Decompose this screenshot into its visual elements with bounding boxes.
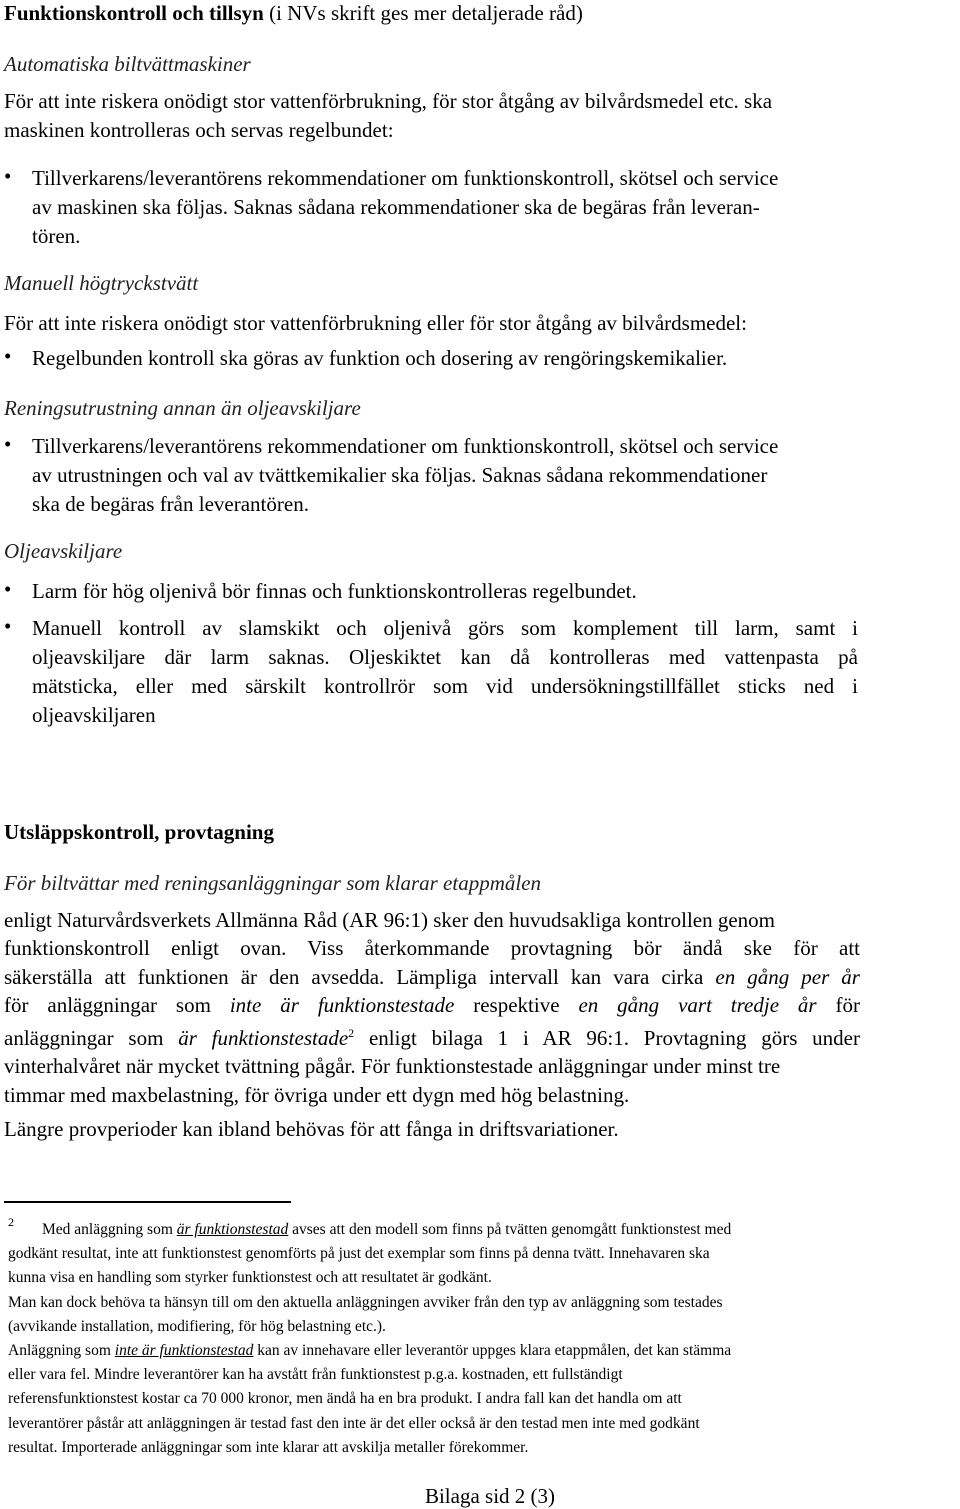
para-langre: Längre provperioder kan ibland behövas för att fånga in driftsvariationer.	[4, 1117, 619, 1141]
para-line3	[4, 963, 860, 991]
bullet4: Larm för hög oljenivå bör finnas och funktionskontrolleras regelbundet.	[32, 579, 637, 603]
fn-line6-a: Anläggning som	[8, 1342, 115, 1360]
para-line4-c: respektive	[454, 992, 579, 1017]
title-note: (i NVs skrift ges mer detaljerade råd)	[269, 1, 583, 25]
intro1-line1: För att inte riskera onödigt stor vattenförbrukning, för stor åtgång av bilvårdsmedel etc. ska	[4, 89, 773, 113]
fn-line7: eller vara fel. Mindre leverantörer kan ha avstått från funktionstest p.g.a. kostnaden, ett fullständigt	[8, 1366, 623, 1384]
fn-line2: godkänt resultat, inte att funktionstest genomförts på just det exemplar som finns på denna tvätt. Innehavaren ska	[8, 1245, 710, 1263]
fn-line3: kunna visa en handling som styrker funktionstest och att resultatet är godkänt.	[8, 1269, 492, 1287]
para-line7: timmar med maxbelastning, för övriga under ett dygn med hög belastning.	[4, 1082, 630, 1107]
bullet1-line2: av maskinen ska följas. Saknas sådana rekommendationer ska de begäras från leveran-	[32, 195, 760, 219]
fn-line10: resultat. Importerade anläggningar som inte klarar att avskilja metaller förekommer.	[8, 1438, 529, 1456]
fn-line6	[8, 1339, 948, 1363]
paragraph-provtagning	[4, 906, 860, 1109]
para-line5-a: anläggningar som	[4, 1026, 179, 1051]
para-line4	[4, 991, 860, 1019]
para-line4-b: inte är funktionstestade	[229, 992, 455, 1017]
bullet3-line1: Tillverkarens/leverantörens rekommendationer om funktionskontroll, skötsel och service	[32, 434, 779, 458]
fn-line8: referensfunktionstest kostar ca 70 000 kronor, men ändå ha en bra produkt. I andra fall kan det handla om att	[8, 1390, 682, 1408]
fn-line1	[8, 1218, 948, 1242]
fn-line6-c: kan av innehavare eller leverantör uppges klara etappmålen, det kan stämma	[253, 1342, 732, 1360]
bullet-dot: •	[4, 577, 12, 601]
bullet5-line4: oljeavskiljaren	[32, 703, 156, 727]
bullet5-line2: oljeavskiljare där larm saknas. Oljeskiktet kan då kontrolleras med vattenpasta på	[32, 645, 858, 669]
para-line5-c: enligt bilaga 1 i AR 96:1. Provtagning görs under	[354, 1026, 860, 1051]
para-line6: vinterhalvåret när mycket tvättning pågår. För funktionstestade anläggningar under minst tre	[4, 1054, 781, 1079]
footnote-divider	[4, 1201, 291, 1203]
fn-line1-c: avses att den modell som finns på tvätten genomgått funktionstest med	[288, 1221, 732, 1238]
para-line4-a: för anläggningar som	[4, 992, 230, 1017]
footnote-mark: 2	[8, 1215, 14, 1229]
intro2: För att inte riskera onödigt stor vattenförbrukning eller för stor åtgång av bilvårdsmedel:	[4, 311, 747, 335]
heading-utslapp: Utsläppskontroll, provtagning	[4, 820, 274, 844]
fn-line5: (avvikande installation, modifiering, för hög belastning etc.).	[8, 1317, 386, 1335]
page-title	[4, 1, 583, 26]
para-line5	[4, 1019, 860, 1052]
title-bold: Funktionskontroll och tillsyn	[4, 1, 264, 25]
para-line5-b: är funktionstestade	[178, 1026, 349, 1051]
para-line3-italic: en gång per år	[715, 964, 860, 989]
bullet-dot: •	[4, 614, 12, 638]
footnote-text	[8, 1218, 948, 1460]
fn-line1-b: är funktionstestad	[176, 1221, 289, 1238]
bullet3-line3: ska de begäras från leverantören.	[32, 492, 309, 516]
page-number: Bilaga sid 2 (3)	[424, 1484, 556, 1508]
para-line3-text: säkerställa att funktionen är den avsedda. Lämpliga intervall kan vara cirka	[4, 964, 716, 989]
bullet-dot: •	[4, 344, 12, 368]
fn-line4: Man kan dock behöva ta hänsyn till om den aktuella anläggningen avviker från den typ av anläggning som testades	[8, 1293, 723, 1311]
bullet2: Regelbunden kontroll ska göras av funktion och dosering av rengöringskemikalier.	[32, 346, 728, 370]
bullet1-line1: Tillverkarens/leverantörens rekommendationer om funktionskontroll, skötsel och service	[32, 166, 779, 190]
page-footer	[0, 1484, 960, 1509]
fn-line6-b: inte är funktionstestad	[114, 1342, 254, 1360]
bullet1-line3: tören.	[32, 224, 81, 248]
fn-line1-a: Med anläggning som	[42, 1221, 177, 1238]
bullet3-line2: av utrustningen och val av tvättkemikalier ska följas. Saknas sådana rekommendationer	[32, 463, 768, 487]
bullet5-line1: Manuell kontroll av slamskikt och oljenivå görs som komplement till larm, samt i	[32, 616, 858, 640]
para-line1: enligt Naturvårdsverkets Allmänna Råd (AR 96:1) sker den huvudsakliga kontrollen genom	[4, 908, 776, 932]
para-line4-d: en gång vart tredje år	[578, 992, 817, 1017]
para-line4-e: för	[816, 992, 860, 1017]
bullet5-line3: mätsticka, eller med särskilt kontrollrör som vid undersökningstillfället sticks ned i	[32, 674, 858, 698]
intro1-line2: maskinen kontrolleras och servas regelbundet:	[4, 118, 394, 142]
bullet-dot: •	[4, 164, 12, 188]
heading-manuell: Manuell högtryckstvätt	[4, 271, 199, 295]
para-line2: funktionskontroll enligt ovan. Viss återkommande provtagning bör ändå ske för att	[4, 936, 860, 961]
bullet5	[32, 614, 858, 730]
heading-rening: Reningsutrustning annan än oljeavskiljare	[4, 396, 361, 420]
subheading-biltvattar: För biltvättar med reningsanläggningar som klarar etappmålen	[4, 871, 542, 895]
bullet-dot: •	[4, 432, 12, 456]
footnote-ref: 2	[348, 1026, 355, 1041]
fn-line9: leverantörer påstår att anläggningen är testad fast den inte är det eller också är den testad men inte med godkänt	[8, 1414, 700, 1432]
heading-automatiska: Automatiska biltvättmaskiner	[4, 52, 251, 76]
heading-olje: Oljeavskiljare	[4, 539, 123, 563]
